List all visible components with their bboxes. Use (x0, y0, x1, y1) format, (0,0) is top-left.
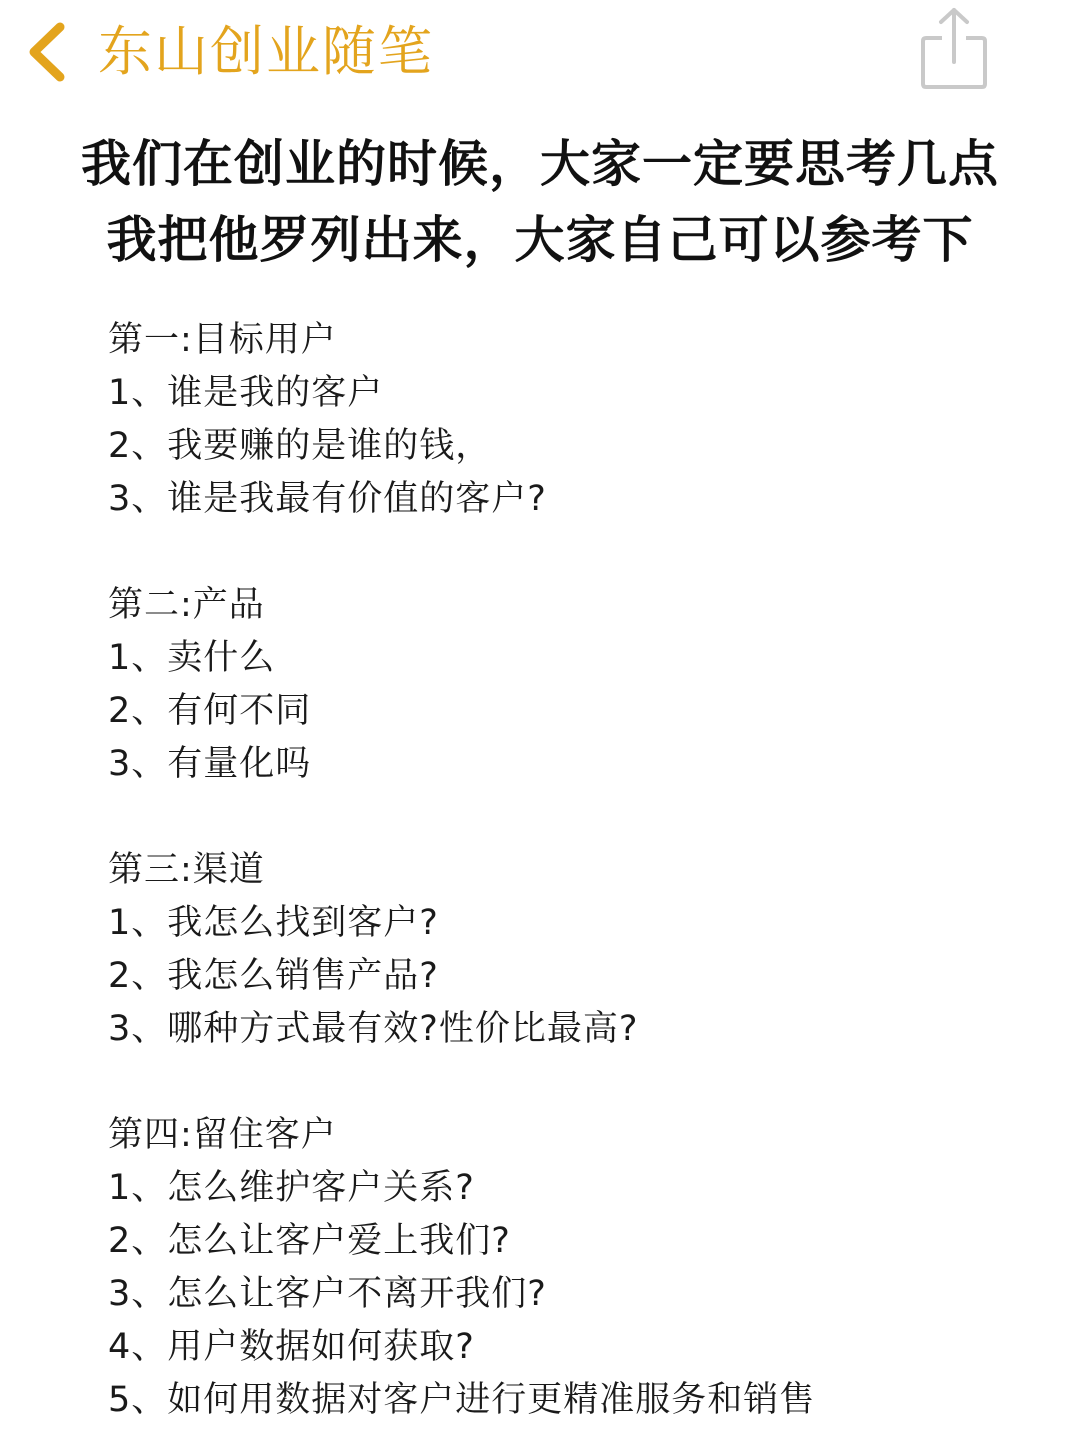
section-title: 第二:产品 (108, 585, 265, 625)
section-product (108, 579, 1058, 791)
navigation-bar (0, 0, 1080, 105)
note-body[interactable] (108, 314, 1058, 1427)
list-item: 3、谁是我最有价值的客户? (108, 479, 547, 519)
list-item: 2、怎么让客户爱上我们? (108, 1221, 511, 1261)
list-item: 5、如何用数据对客户进行更精准服务和销售 (108, 1380, 816, 1420)
section-title: 第四:留住客户 (108, 1115, 337, 1155)
share-button[interactable] (916, 6, 992, 92)
chevron-left-icon (22, 17, 72, 87)
list-item: 3、有量化吗 (108, 744, 312, 784)
list-item: 2、有何不同 (108, 691, 312, 731)
headline (0, 126, 1080, 278)
back-label: 东山创业随笔 (98, 20, 434, 83)
section-title: 第三:渠道 (108, 850, 265, 890)
list-item: 1、我怎么找到客户? (108, 903, 439, 943)
list-item: 1、谁是我的客户 (108, 373, 384, 413)
headline-line-2: 我把他罗列出来，大家自己可以参考下 (106, 211, 974, 269)
section-target-users (108, 314, 1058, 526)
list-item: 1、卖什么 (108, 638, 276, 678)
back-button[interactable] (22, 12, 434, 92)
list-item: 3、怎么让客户不离开我们? (108, 1274, 547, 1314)
list-item: 4、用户数据如何获取? (108, 1327, 475, 1367)
section-title: 第一:目标用户 (108, 320, 337, 360)
list-item: 3、哪种方式最有效?性价比最高? (108, 1009, 639, 1049)
section-retain-customers (108, 1109, 1058, 1427)
section-channels (108, 844, 1058, 1056)
list-item: 2、我怎么销售产品? (108, 956, 439, 996)
share-icon (916, 6, 992, 92)
headline-line-1: 我们在创业的时候，大家一定要思考几点 (81, 135, 999, 193)
list-item: 2、我要赚的是谁的钱， (108, 426, 492, 466)
list-item: 1、怎么维护客户关系? (108, 1168, 475, 1208)
